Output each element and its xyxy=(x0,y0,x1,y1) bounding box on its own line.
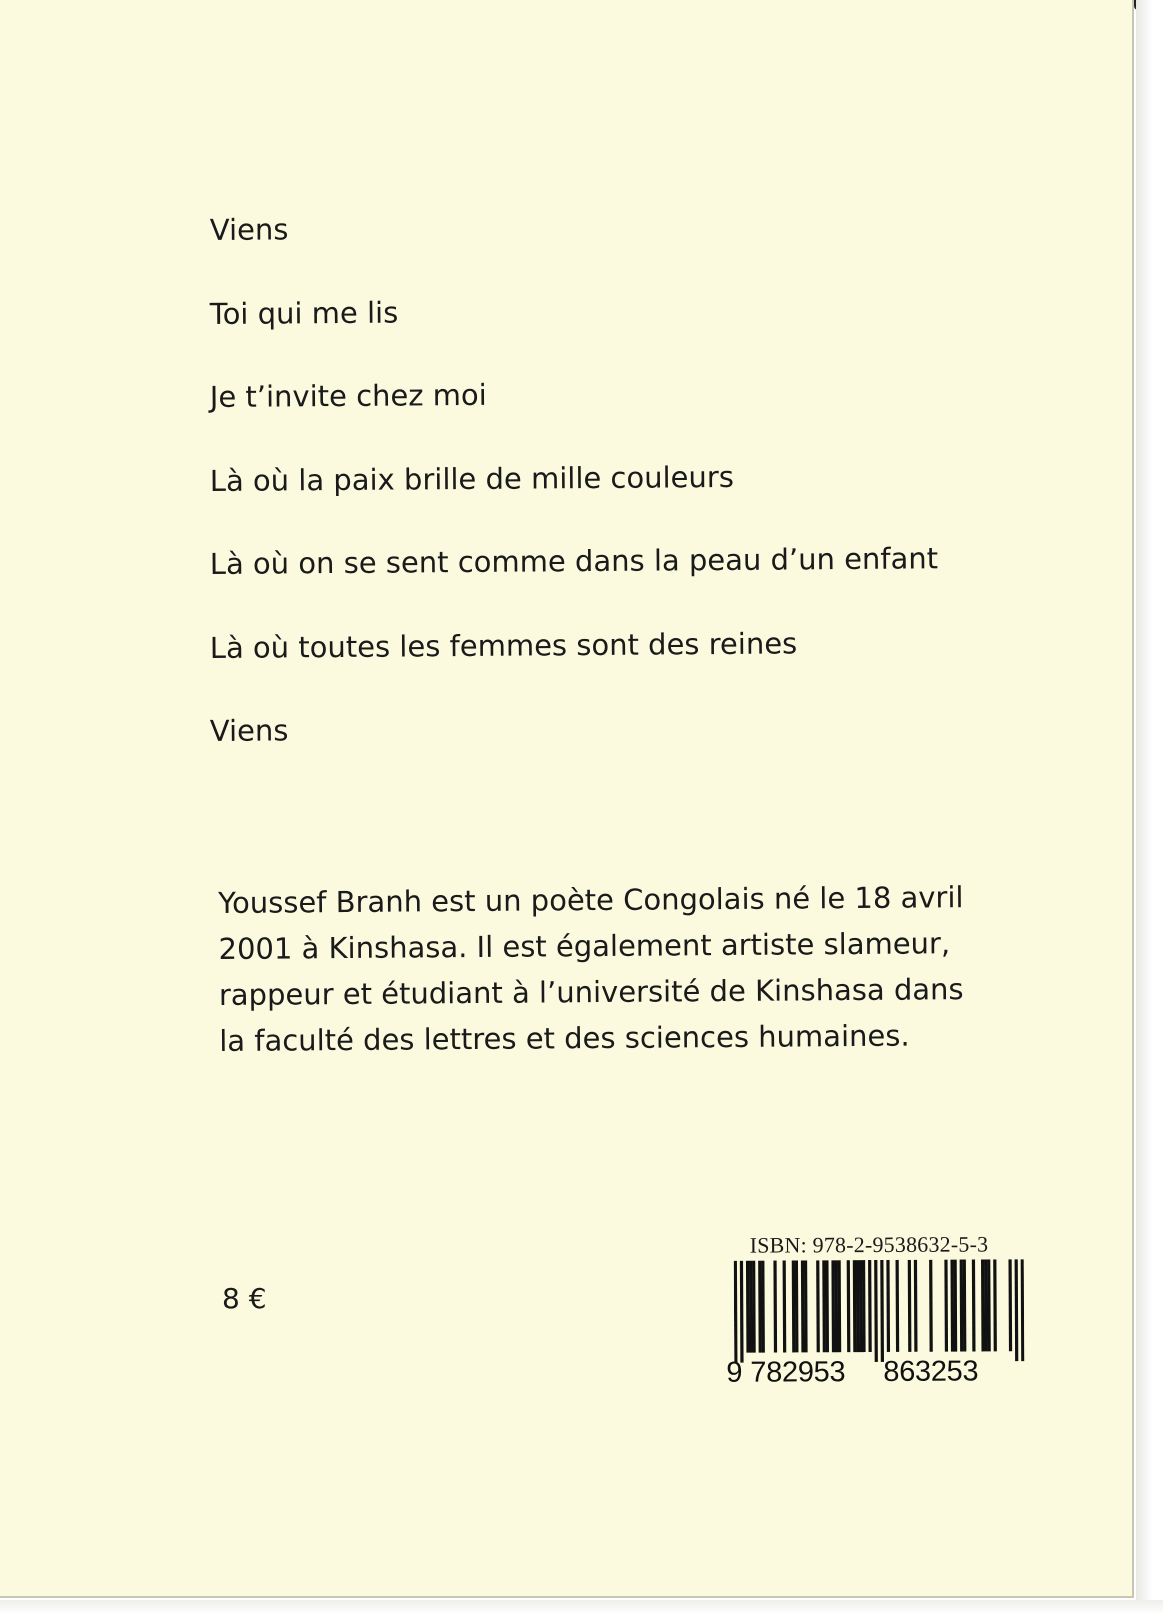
poem-line: Là où la paix brille de mille couleurs xyxy=(209,459,734,498)
barcode-bar xyxy=(896,1260,900,1352)
barcode-bar xyxy=(773,1261,777,1353)
scan-bottom-margin xyxy=(0,1600,1163,1621)
barcode-bar xyxy=(761,1261,765,1353)
bio-line: rappeur et étudiant à l’université de Kinshasa dans xyxy=(218,972,964,1012)
barcode-bar xyxy=(963,1260,967,1352)
barcode-bar xyxy=(908,1260,912,1352)
barcode-bar xyxy=(816,1260,820,1352)
barcode-left-group: 782953 xyxy=(750,1356,846,1389)
barcode-bar xyxy=(954,1260,958,1352)
barcode-bar xyxy=(783,1260,787,1352)
barcode-bar xyxy=(993,1259,997,1351)
barcode-bar xyxy=(825,1260,829,1352)
poem-line: Là où toutes les femmes sont des reines xyxy=(209,625,798,665)
poem-line: Viens xyxy=(209,713,289,749)
barcode-bar xyxy=(1021,1259,1025,1361)
barcode xyxy=(734,1259,1025,1363)
barcode-bar xyxy=(847,1260,851,1352)
poem-line: Là où on se sent comme dans la peau d’un enfant xyxy=(209,541,939,582)
barcode-bar xyxy=(987,1259,991,1351)
barcode-bar xyxy=(868,1260,872,1352)
barcode-bar xyxy=(734,1261,738,1363)
barcode-bar xyxy=(929,1260,933,1352)
barcode-bar xyxy=(1015,1259,1019,1361)
poem-line: Viens xyxy=(209,212,289,248)
barcode-bar xyxy=(1008,1259,1012,1351)
barcode-bar xyxy=(880,1260,884,1362)
barcode-bar xyxy=(944,1260,948,1352)
bio-line: Youssef Branh est un poète Congolais né le 18 avril xyxy=(218,880,964,920)
barcode-bar xyxy=(862,1260,866,1352)
barcode-bar xyxy=(740,1261,744,1363)
barcode-bar xyxy=(804,1260,808,1352)
bio-line: la faculté des lettres et des sciences humaines. xyxy=(219,1018,910,1058)
poem-line: Je t’invite chez moi xyxy=(209,377,487,415)
barcode-first-digit: 9 xyxy=(726,1356,743,1389)
poem-line: Toi qui me lis xyxy=(209,295,399,331)
scan-right-margin xyxy=(1136,0,1163,1621)
barcode-right-group: 863253 xyxy=(883,1355,979,1388)
barcode-bar xyxy=(874,1260,878,1362)
price: 8 € xyxy=(222,1282,267,1315)
bio-line: 2001 à Kinshasa. Il est également artiste slameur, xyxy=(218,926,951,966)
barcode-bar xyxy=(838,1260,842,1352)
barcode-bar xyxy=(795,1260,799,1352)
barcode-bar xyxy=(886,1260,890,1352)
barcode-bar xyxy=(972,1259,976,1351)
poem xyxy=(210,210,970,795)
barcode-bar xyxy=(914,1260,918,1352)
isbn-barcode-block xyxy=(726,1231,1027,1391)
barcode-bar xyxy=(752,1261,756,1353)
isbn-label: ISBN: 978-2-9538632-5-3 xyxy=(749,1231,989,1258)
author-bio xyxy=(218,874,1019,1064)
